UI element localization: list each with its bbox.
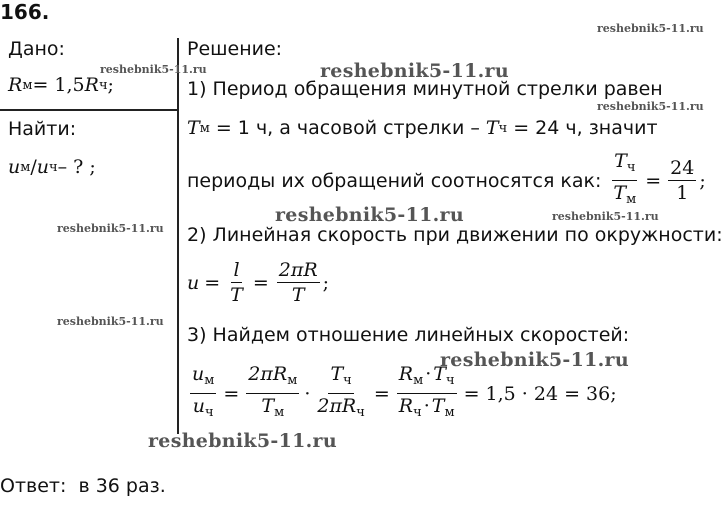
ratio-value-fraction: $\frac{24}{1}$ — [670, 157, 695, 204]
watermark: reshebnik5-11.ru — [148, 430, 337, 452]
horizontal-divider — [0, 109, 177, 111]
answer: Ответ: в 36 раз. — [0, 475, 166, 497]
given-formula: R м = 1,5 R ч ; — [8, 74, 114, 96]
solution-label: Решение: — [187, 38, 283, 60]
ratio-fraction: $\frac{T_ч}{T_м}$ — [613, 150, 637, 207]
watermark: reshebnik5-11.ru — [440, 349, 629, 371]
watermark: reshebnik5-11.ru — [552, 210, 659, 223]
step1-line1: 1) Период обращения минутной стрелки равен — [187, 78, 663, 100]
step2-line: 2) Линейная скорость при движении по окружности: — [187, 224, 723, 246]
find-formula: u м / u ч – ? ; — [8, 156, 96, 178]
watermark: reshebnik5-11.ru — [57, 222, 164, 235]
step2-formula: u = $\frac{l}{T}$ = $\frac{2\pi R}{T}$ ; — [187, 259, 330, 306]
step1-line2: T м = 1 ч, а часовой стрелки – T ч = 24 ч, значит — [187, 117, 658, 139]
step3-line: 3) Найдем отношение линейных скоростей: — [187, 324, 630, 346]
watermark: reshebnik5-11.ru — [597, 22, 704, 35]
vertical-divider — [177, 38, 179, 434]
watermark: reshebnik5-11.ru — [100, 63, 207, 76]
watermark: reshebnik5-11.ru — [320, 60, 509, 82]
watermark: reshebnik5-11.ru — [597, 100, 704, 113]
step3-formula: $\frac{u_м}{u_ч}$ = $\frac{2\pi R_м}{T_м}$ · $\frac{T_ч}{2\pi R_ч}$ = $\frac{R_м \cdot T_ч}{R_ч \cdot T_м}$ = 1,5 · 24 = 36; — [192, 363, 617, 420]
find-label: Найти: — [8, 118, 77, 140]
watermark: reshebnik5-11.ru — [57, 315, 164, 328]
given-label: Дано: — [8, 38, 65, 60]
step1-line3: периоды их обращений соотносятся как: $\frac{T_ч}{T_м}$ = $\frac{24}{1}$ ; — [187, 150, 706, 211]
watermark: reshebnik5-11.ru — [275, 204, 464, 226]
problem-number: 166. — [0, 0, 50, 24]
